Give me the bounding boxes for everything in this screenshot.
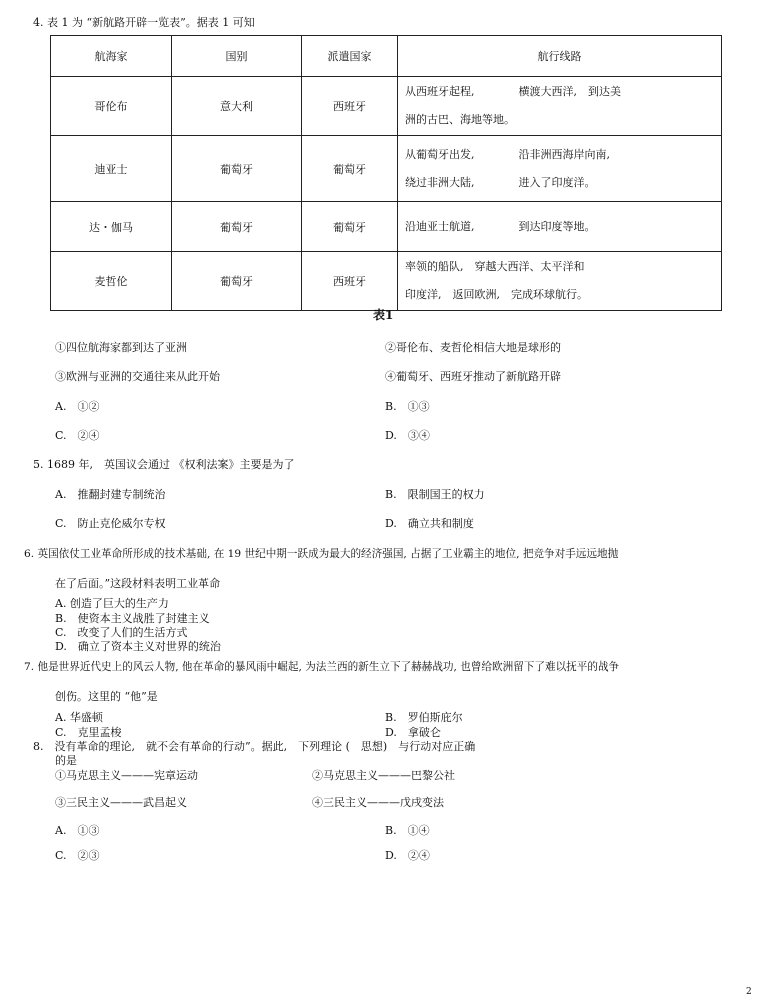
q4-statement: ④葡萄牙、西班牙推动了新航路开辟 (385, 370, 561, 383)
cell-sponsor: 西班牙 (302, 252, 398, 311)
q4-option-b: B. ①③ (385, 400, 430, 413)
q5-option-b: B. 限制国王的权力 (385, 488, 485, 501)
route-line: 洲的古巴、海地等地。 (405, 113, 515, 126)
cell-sponsor: 西班牙 (302, 77, 398, 136)
cell-sponsor: 葡萄牙 (302, 202, 398, 252)
q8-statement: ④三民主义———戊戌变法 (312, 796, 444, 809)
table-row (51, 136, 722, 202)
cell-country: 意大利 (172, 77, 302, 136)
q4-option-d: D. ③④ (385, 429, 430, 442)
cell-route (398, 252, 722, 311)
cell-route (398, 77, 722, 136)
q6-stem-continued: 在了后面。”这段材料表明工业革命 (55, 577, 221, 590)
cell-navigator: 迪亚士 (51, 136, 172, 202)
q8-statement: ③三民主义———武昌起义 (55, 796, 187, 809)
cell-country: 葡萄牙 (172, 136, 302, 202)
page-number: 2 (746, 987, 752, 997)
q5-stem: 5. 1689 年, 英国议会通过 《权利法案》主要是为了 (33, 458, 295, 471)
cell-navigator: 达・伽马 (51, 202, 172, 252)
route-line: 沿迪亚士航道, 到达印度等地。 (405, 219, 596, 233)
q7-stem-continued: 创伤。这里的 “他”是 (55, 690, 158, 703)
q4-stem: 4. 表 1 为 “新航路开辟一览表”。据表 1 可知 (33, 16, 255, 29)
table-row (51, 252, 722, 311)
q6-stem: 6. 英国依仗工业革命所形成的技术基础, 在 19 世纪中期一跃成为最大的经济强国, 占据了工业霸主的地位, 把竞争对手远远地抛 (24, 548, 619, 560)
route-line: 从葡萄牙出发, 沿非洲西海岸向南, (405, 147, 610, 161)
cell-navigator: 哥伦布 (51, 77, 172, 136)
q8-statement: ①马克思主义———宪章运动 (55, 769, 198, 782)
cell-country: 葡萄牙 (172, 252, 302, 311)
q8-option-d: D. ②④ (385, 849, 430, 862)
q8-option-b: B. ①④ (385, 824, 430, 837)
header-navigator: 航海家 (51, 36, 172, 77)
q6-option-c: C. 改变了人们的生活方式 (55, 626, 188, 639)
header-route: 航行线路 (398, 36, 722, 77)
q6-option-d: D. 确立了资本主义对世界的统治 (55, 640, 221, 653)
q4-option-a: A. ①② (55, 400, 100, 413)
q5-option-a: A. 推翻封建专制统治 (55, 488, 166, 501)
q8-option-a: A. ①③ (55, 824, 100, 837)
header-sponsor: 派遣国家 (302, 36, 398, 77)
route-line: 率领的船队, 穿越大西洋、太平洋和 (405, 260, 585, 273)
q4-statement: ①四位航海家都到达了亚洲 (55, 341, 187, 354)
q4-statement: ③欧洲与亚洲的交通往来从此开始 (55, 370, 220, 383)
route-line: 从西班牙起程, 横渡大西洋, 到达美 (405, 85, 621, 98)
cell-country: 葡萄牙 (172, 202, 302, 252)
q8-stem-continued: 的是 (55, 754, 77, 767)
q7-stem: 7. 他是世界近代史上的风云人物, 他在革命的暴风雨中崛起, 为法兰西的新生立下了赫赫战功, 也曾给欧洲留下了难以抚平的战争 (24, 661, 620, 673)
cell-route (398, 136, 722, 202)
q8-stem: 8. 没有革命的理论, 就不会有革命的行动”。据此, 下列理论 ( 思想) 与行动对应正确 (33, 740, 476, 753)
q4-statement: ②哥伦布、麦哲伦相信大地是球形的 (385, 341, 561, 354)
q6-option-a: A. 创造了巨大的生产力 (55, 597, 169, 610)
q7-option-a: A. 华盛顿 (55, 711, 103, 724)
cell-route (398, 202, 722, 252)
q4-option-c: C. ②④ (55, 429, 100, 442)
route-line: 绕过非洲大陆, 进入了印度洋。 (405, 175, 596, 189)
table-row (51, 77, 722, 136)
q8-option-c: C. ②③ (55, 849, 100, 862)
q5-option-d: D. 确立共和制度 (385, 517, 474, 530)
q7-option-c: C. 克里孟梭 (55, 726, 122, 739)
table-header-row (51, 36, 722, 77)
q6-option-b: B. 使资本主义战胜了封建主义 (55, 612, 210, 625)
table-row (51, 202, 722, 252)
cell-sponsor: 葡萄牙 (302, 136, 398, 202)
header-country: 国别 (172, 36, 302, 77)
route-line: 印度洋, 返回欧洲, 完成环球航行。 (405, 288, 588, 301)
q7-option-b: B. 罗伯斯庇尔 (385, 711, 463, 724)
q7-option-d: D. 拿破仑 (385, 726, 441, 739)
table-caption: 表1 (373, 308, 394, 322)
cell-navigator: 麦哲伦 (51, 252, 172, 311)
q5-option-c: C. 防止克伦威尔专权 (55, 517, 166, 530)
q8-statement: ②马克思主义———巴黎公社 (312, 769, 455, 782)
navigation-table (50, 35, 722, 311)
